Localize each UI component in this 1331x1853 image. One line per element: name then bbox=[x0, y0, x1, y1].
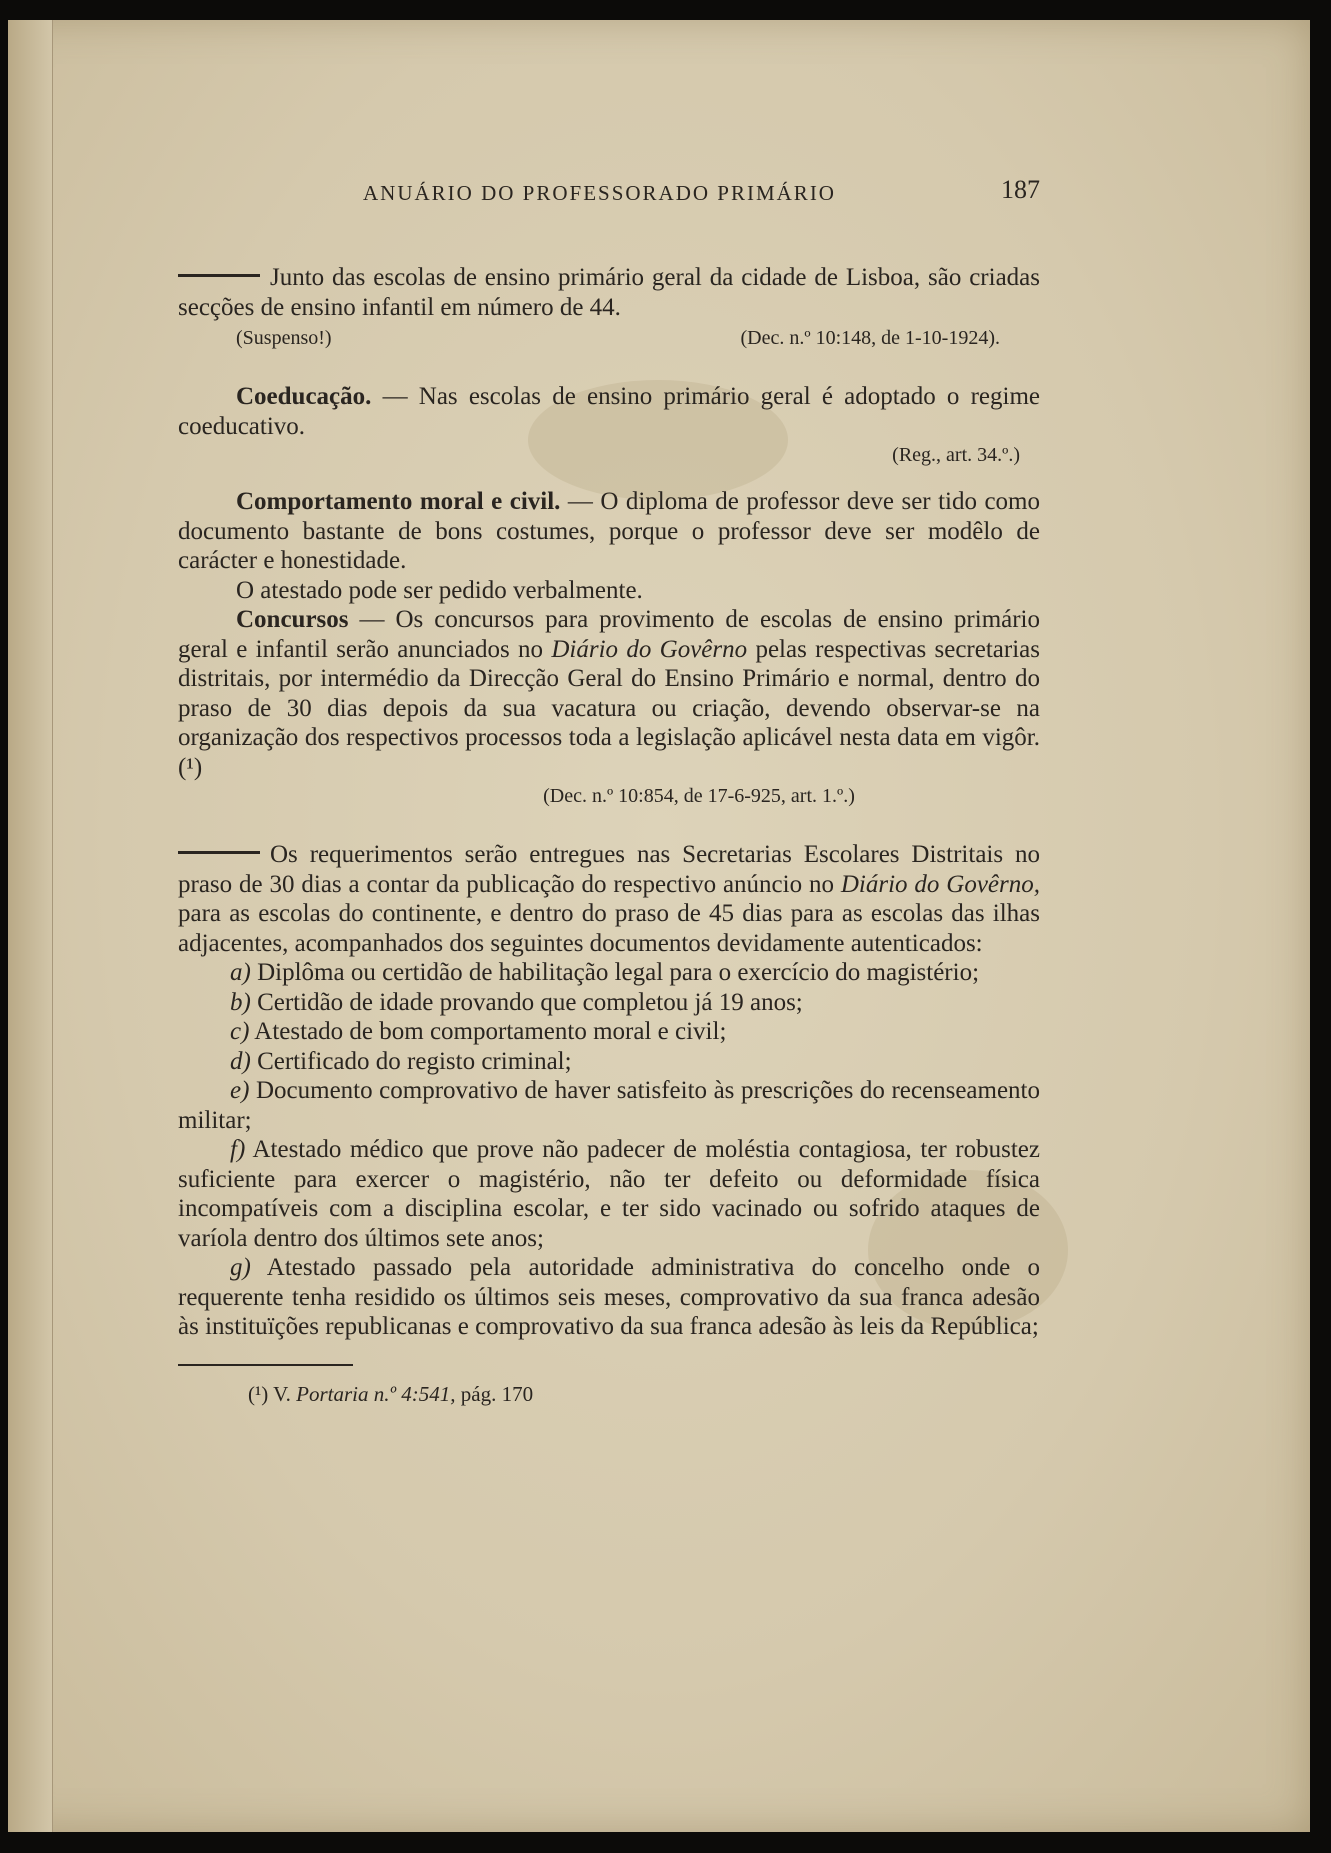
running-head bbox=[178, 175, 1040, 215]
reference-infantil: (Suspenso!) (Dec. n.º 10:148, de 1-10-1924). bbox=[236, 327, 1000, 349]
list-item: g) Atestado passado pela autoridade administrativa do concelho onde o requerente tenha residido os últimos seis meses, comprovativo da sua franca adesão às instituïções republicanas e comprovativo da sua franca adesão às leis da República; bbox=[178, 1254, 1041, 1340]
list-item: a) Diplôma ou certidão de habilitação legal para o exercício do magistério; bbox=[230, 959, 980, 986]
heading-concursos: Concursos bbox=[236, 606, 349, 633]
paragraph-infantil: Junto das escolas de ensino primário geral da cidade de Lisboa, são criadas secções de ensino infantil em número de 44. bbox=[178, 264, 1040, 321]
paragraph-coeducacao: Coeducação. — Nas escolas de ensino primário geral é adoptado o regime coeducativo. bbox=[178, 383, 1040, 440]
heading-coeducacao: Coeducação. bbox=[236, 383, 372, 410]
page-number: 187 bbox=[1001, 175, 1040, 204]
page-content bbox=[178, 175, 1040, 1408]
list-item: b) Certidão de idade provando que completou já 19 anos; bbox=[230, 988, 803, 1016]
paragraph-concursos: Concursos — Os concursos para provimento de escolas de ensino primário geral e infantil serão anunciados no Diário do Govêrno pelas respectivas secretarias distritais, por intermédio da Direcção Geral do Ensino Primário e normal, dentro do praso de 30 dias depois da sua vacatura ou criação, devendo observar-se na organização dos respectivos processos toda a legislação aplicável nesta data em vigôr. (¹) bbox=[178, 606, 1041, 781]
list-item: d) Certificado do registo criminal; bbox=[230, 1047, 572, 1075]
heading-comportamento: Comportamento moral e civil. bbox=[236, 488, 561, 515]
paragraph-atestado: O atestado pode ser pedido verbalmente. bbox=[236, 576, 643, 604]
binding-gutter bbox=[8, 20, 53, 1832]
paragraph-comportamento: Comportamento moral e civil. — O diploma de professor deve ser tido como documento bastante de bons costumes, porque o professor deve ser modêlo de carácter e honestidade. bbox=[178, 488, 1040, 574]
list-item: f) Atestado médico que prove não padecer de moléstia contagiosa, ter robustez suficiente para exercer o magistério, não ter defeito ou deformidade física incompatíveis com a disciplina escolar, e ter sido vacinado ou sofrido ataques de varíola dentro dos últimos sete anos; bbox=[178, 1136, 1041, 1252]
footnote-rule bbox=[178, 1364, 353, 1366]
paragraph-requerimentos: Os requerimentos serão entregues nas Secretarias Escolares Distritais no praso de 30 dias a contar da publicação do respectivo anúncio no Diário do Govêrno, para as escolas do continente, e dentro do praso de 45 dias para as escolas das ilhas adjacentes, acompanhados dos seguintes documentos devidamente autenticados: bbox=[178, 841, 1041, 957]
document-page bbox=[8, 20, 1310, 1832]
em-rule bbox=[178, 274, 260, 277]
reference-concursos: (Dec. n.º 10:854, de 17-6-925, art. 1.º.) bbox=[543, 785, 855, 807]
list-item: c) Atestado de bom comportamento moral e civil; bbox=[230, 1018, 727, 1045]
running-title: ANUÁRIO DO PROFESSORADO PRIMÁRIO bbox=[363, 181, 836, 205]
footnote: (¹) V. Portaria n.º 4:541, pág. 170 bbox=[248, 1381, 534, 1406]
list-item: e) Documento comprovativo de haver satisfeito às prescrições do recenseamento militar; bbox=[178, 1077, 1040, 1134]
reference-coeducacao: (Reg., art. 34.º.) bbox=[892, 444, 1020, 466]
em-rule bbox=[178, 851, 260, 854]
